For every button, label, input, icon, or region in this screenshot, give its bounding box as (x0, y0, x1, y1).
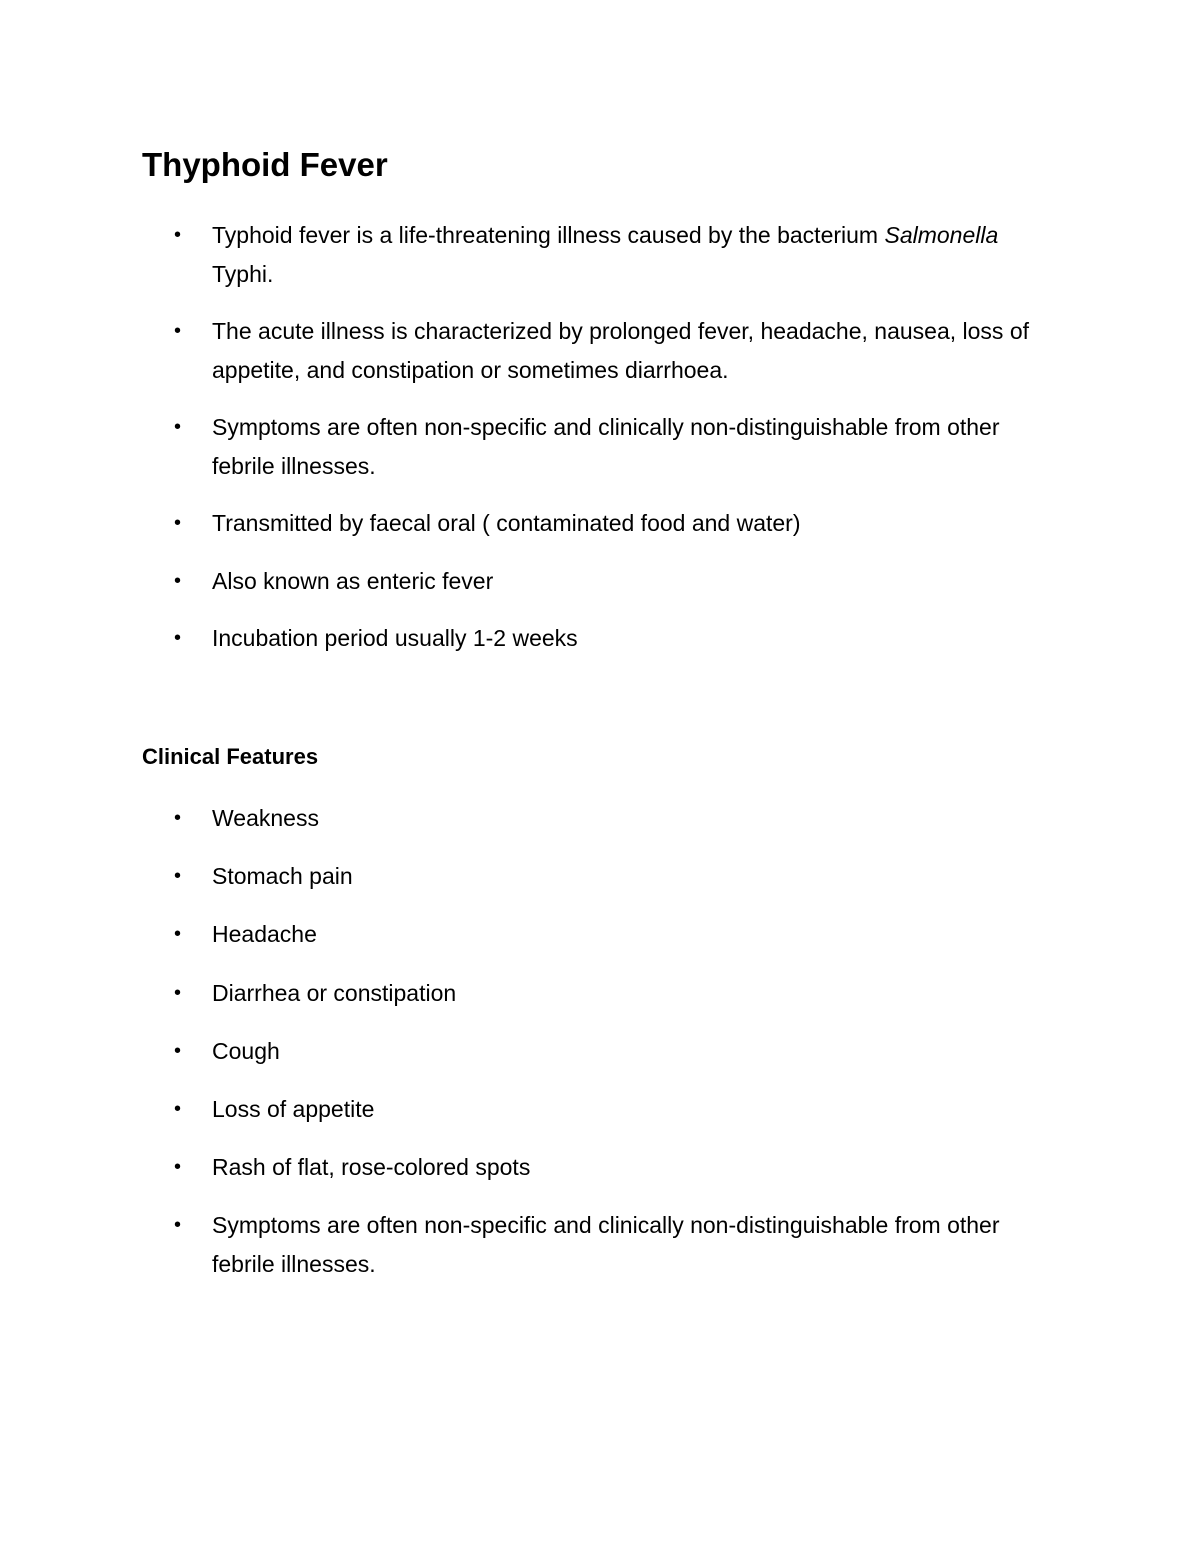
list-item-text: The acute illness is characterized by prolonged fever, headache, nausea, loss of appetite, and constipation or sometimes diarrhoea. (212, 318, 1029, 383)
list-item-text: Stomach pain (212, 863, 353, 890)
list-item (0, 619, 1032, 658)
list-item (0, 1090, 1032, 1129)
list-item (0, 857, 1032, 896)
bullet-icon: • (174, 224, 182, 246)
bullet-icon: • (174, 416, 182, 438)
intro-bullet-list (0, 216, 1200, 677)
list-item (0, 1032, 1032, 1071)
bullet-icon: • (174, 807, 182, 829)
list-item-text: Loss of appetite (212, 1095, 375, 1122)
list-item-text: Symptoms are often non-specific and clinically non-distinguishable from other febrile illnesses. (212, 414, 1000, 479)
list-item (0, 408, 1032, 485)
bullet-icon: • (174, 923, 182, 946)
list-item-text: Weakness (212, 805, 319, 831)
bullet-icon: • (174, 320, 182, 342)
list-item (0, 312, 1032, 389)
section-heading: Clinical Features (142, 744, 319, 769)
bullet-icon: • (174, 512, 182, 534)
list-item-text: Symptoms are often non-specific and clinically non-distinguishable from other febrile illnesses. (212, 1212, 1000, 1277)
list-item-text: Also known as enteric fever (212, 567, 494, 594)
page-title: Thyphoid Fever (142, 146, 388, 183)
list-item (0, 974, 1032, 1013)
list-item (0, 504, 1032, 543)
organism-name: Salmonella (884, 222, 999, 248)
list-item (0, 562, 1032, 601)
list-item-text: Incubation period usually 1-2 weeks (212, 625, 578, 651)
list-item-text: Headache (212, 921, 317, 948)
list-item (0, 1206, 1032, 1283)
bullet-icon: • (174, 1156, 182, 1179)
list-item (0, 915, 1032, 954)
bullet-icon: • (174, 627, 182, 649)
list-item-text: Cough (212, 1037, 280, 1064)
bullet-icon: • (174, 1214, 182, 1237)
list-item-text (212, 222, 998, 287)
bullet-icon: • (174, 1039, 182, 1062)
intro-text-start: Typhoid fever is a life-threatening illness caused by the bacterium (212, 222, 885, 248)
bullet-icon: • (174, 865, 182, 888)
bullet-icon: • (174, 981, 182, 1004)
list-item (0, 216, 1032, 293)
list-item (0, 799, 1032, 838)
bullet-icon: • (174, 1097, 182, 1120)
list-item-text: Rash of flat, rose-colored spots (212, 1154, 531, 1181)
list-item-text: Diarrhea or constipation (212, 979, 457, 1006)
list-item-text: Transmitted by faecal oral ( contaminated food and water) (212, 510, 801, 536)
clinical-features-list (0, 799, 1200, 1303)
list-item (0, 1148, 1032, 1187)
intro-text-end: Typhi. (212, 260, 274, 287)
bullet-icon: • (174, 569, 182, 592)
